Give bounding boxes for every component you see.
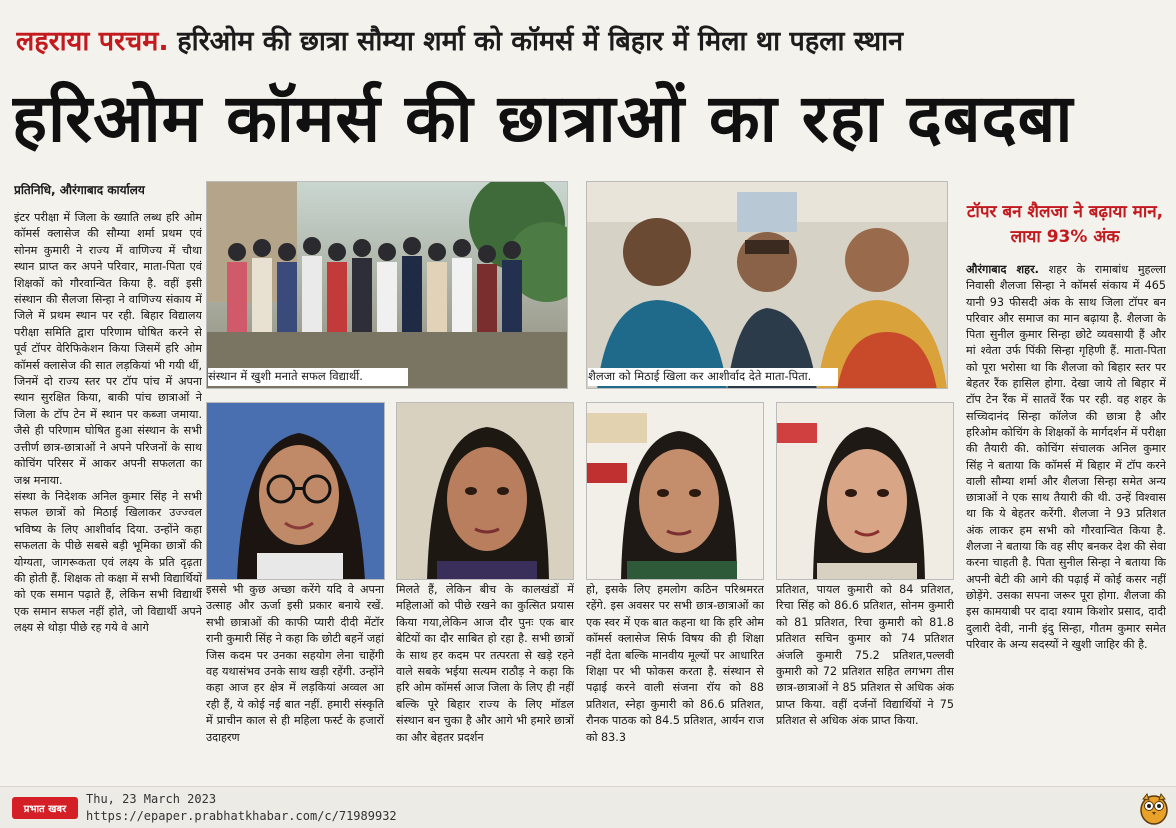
kicker <box>16 22 1166 66</box>
kicker-label: लहराया परचम. <box>16 26 169 57</box>
epaper-url[interactable]: https://epaper.prabhatkhabar.com/c/71989932 <box>86 809 397 823</box>
portrait-photo-2 <box>396 402 574 580</box>
byline: प्रतिनिधि, औरंगाबाद कार्यालय <box>14 183 145 197</box>
article-column-5 <box>776 582 954 782</box>
sidebar-dateline: औरंगाबाद शहर. <box>966 263 1039 276</box>
article-column-3 <box>396 582 574 782</box>
owl-icon[interactable] <box>1138 791 1170 825</box>
kicker-text: हरिओम की छात्रा सौम्या शर्मा को कॉमर्स में बिहार में मिला था पहला स्थान <box>177 26 904 57</box>
family-photo-image <box>587 182 948 389</box>
family-photo-caption: शैलजा को मिठाई खिला कर आशीर्वाद देते माता-पिता. <box>588 368 838 386</box>
sidebar-text <box>966 262 1166 782</box>
portrait-4-image <box>777 403 954 580</box>
group-photo-image <box>207 182 568 389</box>
article-column-1 <box>14 210 202 784</box>
portrait-photo-1 <box>206 402 385 580</box>
article-paragraph-2: संस्था के निदेशक अनिल कुमार सिंह ने सभी सफल छात्रों को मिठाई खिलाकर उज्ज्वल भविष्य के लिए आशीर्वाद दिया. उन्होंने कहा सफलता के पीछे सबसे बड़ी भूमिका छात्रों की योग्यता, जागरूकता एवं लक्ष्य के प्रति दृढ़ता की होती हैं. शिक्षक तो कक्षा में सभी विद्यार्थियों को एक समान पढ़ाते हैं, लेकिन सभी विद्यार्थी एक समान सफल नहीं होते, जो विद्यार्थी अपने लक्ष्य से थोड़ा पीछे रह गये वे आगे <box>14 489 202 635</box>
article-paragraph-6: प्रतिशत, पायल कुमारी को 84 प्रतिशत, रिचा सिंह को 86.6 प्रतिशत, सोनम कुमारी को 81 प्रतिशत, रिचा कुमारी को 81.8 प्रतिशत सचिन कुमार को 74 प्रतिशत अंजलि कुमारी 75.2 प्रतिशत,पल्लवी कुमारी को 72 प्रतिशत सहित लगभग तीस छात्र-छात्राओं ने 85 प्रतिशत से अधिक अंक प्राप्त किया. वहीं दर्जनों विद्यार्थियों ने 75 प्रतिशत से अधिक अंक प्राप्त किया. <box>776 583 954 728</box>
family-photo <box>586 181 948 389</box>
footer-bar <box>0 786 1176 828</box>
article-column-2 <box>206 582 384 782</box>
group-photo-caption: संस्थान में खुशी मनाते सफल विद्यार्थी. <box>208 368 408 386</box>
article-column-4 <box>586 582 764 782</box>
article-paragraph-4: मिलते हैं, लेकिन बीच के कालखंडों में महिलाओं को पीछे रखने का कुत्सित प्रयास किया गया,लेकिन आज दौर पुनः एक बार बेटियों का दौर साबित हो रहा है. सभी छात्रों के साथ हर कदम पर तत्परता से खड़े रहने वाले सबके भईया सत्यम राठौड़ ने कहा कि हरि ओम कॉमर्स आज जिला के लिए ही नहीं बल्कि पूरे बिहार राज्य के लिए मॉडल संस्थान बन चुका है और आगे भी हमारे छात्रों का और बेहतर प्रदर्शन <box>396 583 574 744</box>
portrait-2-image <box>397 403 574 580</box>
portrait-photo-4 <box>776 402 954 580</box>
prabhat-khabar-logo[interactable] <box>12 797 78 819</box>
sidebar-body: शहर के रामाबांध मुहल्ला निवासी शैलजा सिन्हा ने कॉमर्स संकाय में 465 यानी 93 फीसदी अंक के साथ जिला टॉपर बन परिवार और समाज का मान बढ़ाया है. शैलजा के पिता सुनील कुमार सिन्हा छोटे व्यवसायी हैं और मां श्वेता उर्फ पिंकी सिन्हा गृहिणी हैं. माता-पिता को पूरा भरोसा था कि शैलजा को बिहार स्तर पर बेहतर रैंक हासिल होगा. देखा जाये तो बिहार में टॉप टेन रैंक में सातवें रैंक पर रही. वह शहर के सच्चिदानंद सिन्हा कॉलेज की छात्रा है और हरिओम कोचिंग के शिक्षकों के मार्गदर्शन में परीक्षा की तैयारी की. कोचिंग संचालक अनिल कुमार सिंह ने बताया कि कॉमर्स में बिहार में टॉप करने वाली सौम्या शर्मा और शैलजा सिन्हा समेत अन्य छात्राओं ने एक साथ तैयारी की थी. उन्हें विश्वास था कि ये बेहतर करेंगी. शैलजा ने 93 प्रतिशत अंक लाकर हम सभी को गौरवान्वित किया है. शैलजा ने बताया कि वह सीए बनकर देश की सेवा करना चाहती है. पिता सुनील सिन्हा ने बताया कि अपनी बेटी की आगे की पढ़ाई में कोई कसर नहीं छोड़ेंगे. उसका सपना जरूर पूरा होगा. शैलजा की इस कामयाबी पर दादा श्याम किशोर प्रसाद, दादी दुलारी देवी, नानी इंदु सिन्हा, गौतम कुमार समेत परिवार के अन्य सदस्यों ने खुशी जाहिर की है. <box>966 263 1166 651</box>
portrait-1-image <box>207 403 385 580</box>
group-photo <box>206 181 568 389</box>
svg-text:प्रभात खबर: प्रभात खबर <box>23 804 67 815</box>
publication-date: Thu, 23 March 2023 <box>86 792 217 806</box>
article-paragraph-5: हो, इसके लिए हमलोग कठिन परिश्रमरत रहेंगे. इस अवसर पर सभी छात्र-छात्राओं का एक स्वर में एक बात कहना था कि हरि ओम कॉमर्स क्लासेज सिर्फ विषय की ही शिक्षा नहीं देता बल्कि मानवीय मूल्यों पर आधारित शिक्षा पर भी फोकस करता है. संस्थान से पढ़ाई करने वाली संजना रॉय को 88 प्रतिशत, स्नेहा कुमारी को 86.6 प्रतिशत, रौनक पाठक को 84.5 प्रतिशत, आर्यन राज को 83.3 <box>586 583 764 744</box>
portrait-photo-3 <box>586 402 764 580</box>
article-paragraph-3: इससे भी कुछ अच्छा करेंगे यदि वे अपना उत्साह और ऊर्जा इसी प्रकार बनाये रखें. सभी छात्राओं की काफी प्यारी दीदी मेंटॉर रानी कुमारी सिंह ने कहा कि छोटी बहनें जहां जिस कदम पर उनका सहयोग लेना चाहेंगी वह यथासंभव उनके साथ खड़ी रहेंगी. उन्होंने कहा आज हर क्षेत्र में लड़कियां अव्वल आ रही हैं, ये कोई नई बात नहीं. हमारी संस्कृति में प्राचीन काल से ही महिला फर्स्ट के हजारों उदाहरण <box>206 583 384 744</box>
article-paragraph-1: इंटर परीक्षा में जिला के ख्याति लब्ध हरि ओम कॉमर्स क्लासेज की सौम्या शर्मा प्रथम एवं सोनम कुमारी ने राज्य में वाणिज्य में चौथा स्थान प्राप्त कर अपने परिवार, माता-पिता एवं शिक्षकों को गौरवान्वित किया है. वहीं इसी संस्थान की सैलजा सिन्हा ने वाणिज्य संकाय में जिले में प्रथम स्थान पर रही. बिहार विद्यालय परीक्षा समिति द्वारा परिणाम घोषित करने से पूर्व टॉपर वेरिफिकेशन किया जिसमें हरि ओम कॉमर्स क्लासेज की सात लड़कियां भी गयी थीं, जिनमें दो राज्य स्तर पर टॉप पांच में अपना स्थान सुरक्षित किया, बाकी पांच छात्राओं ने जिला के टॉप टेन में स्थान पर कब्जा जमाया. जैसे ही परिणाम घोषित हुआ संस्थान के सभी उत्तीर्ण छात्र-छात्राओं ने अपने परिजनों के साथ कोचिंग परिसर में आकर अपनी सफलता का जश्न मनाया. <box>14 211 202 487</box>
portrait-3-image <box>587 403 764 580</box>
main-headline: हरिओम कॉमर्स की छात्राओं का रहा दबदबा <box>12 80 1074 157</box>
sidebar-headline: टॉपर बन शैलजा ने बढ़ाया मान, लाया 93% अंक <box>966 202 1164 247</box>
